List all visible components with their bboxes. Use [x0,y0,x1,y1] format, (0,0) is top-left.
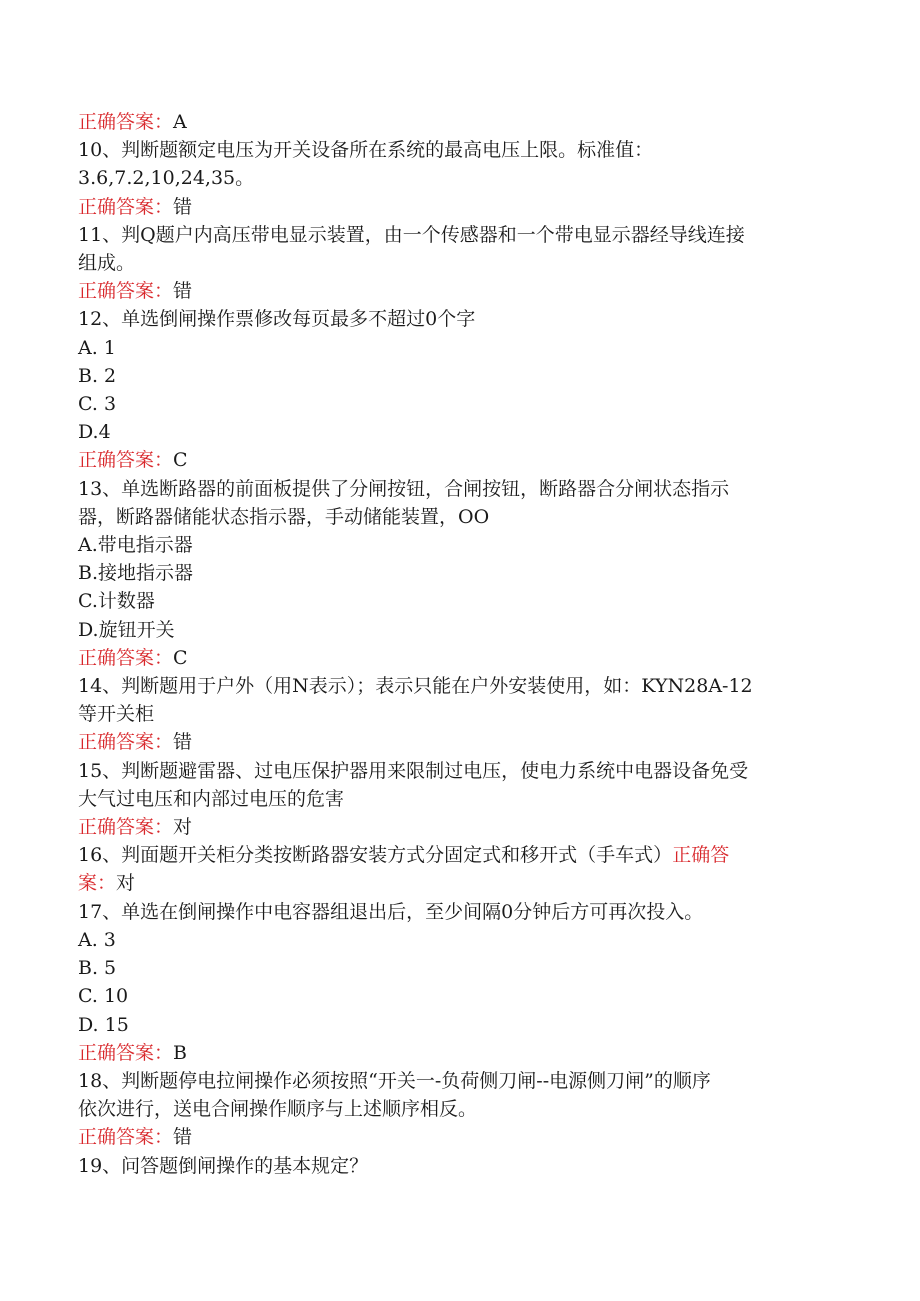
answer-label: 正确答案： [78,816,174,839]
answer-value: C [173,646,188,669]
text-line: 14、判断题用于户外（用N表示）；表示只能在户外安装使用，如：KYN28A-12 [78,675,753,698]
text-line: A.带电指示器 [78,534,193,557]
text-line: 器，断路器储能状态指示器，手动储能装置，OO [78,505,490,528]
answer-line [78,813,858,841]
answer-value: 错 [173,731,193,754]
text-line: B.接地指示器 [78,562,194,585]
answer-line [78,644,858,672]
answer-label: 正确答案： [78,280,174,303]
answer-line [78,277,858,305]
answer-label: 正确答案： [78,731,174,754]
answer-line [78,108,858,136]
answer-label-part: 正确答 [672,844,730,867]
answer-label: 正确答案： [78,449,174,472]
text-line: 11、判Q题户内高压带电显示装置，由一个传感器和一个带电显示器经导线连接 [78,223,745,246]
answer-line [78,446,858,474]
text-line: 19、问答题倒闸操作的基本规定？ [78,1154,369,1177]
text-line: 组成。 [78,252,136,275]
text-line: 13、单选断路器的前面板提供了分闸按钮，合闸按钮，断路器合分闸状态指示 [78,477,730,500]
answer-label: 正确答案： [78,1126,174,1149]
text-line: 17、单选在倒闸操作中电容器组退出后，至少间隔0分钟后方可再次投入。 [78,900,704,923]
answer-line [78,728,858,756]
answer-value: B [173,1041,187,1064]
answer-line [78,1123,858,1151]
text-line: 大气过电压和内部过电压的危害 [78,787,345,810]
text-line: 12、单选倒闸操作票修改每页最多不超过0个字 [78,308,476,331]
text-line: C. 10 [78,985,129,1008]
text-line: B. 5 [78,957,117,980]
answer-value: 错 [173,195,193,218]
answer-value: 对 [116,872,136,895]
text-line: C. 3 [78,393,117,416]
text-line: C.计数器 [78,590,155,613]
text-line: A. 3 [78,928,116,951]
text-line: B. 2 [78,364,117,387]
text-line: 3.6,7.2,10,24,35。 [78,167,255,190]
answer-label: 正确答案： [78,195,174,218]
text-line: 依次进行，送电合闸操作顺序与上述顺序相反。 [78,1098,478,1121]
text-line [78,841,858,869]
answer-value: 对 [173,816,193,839]
answer-label: 正确答案： [78,1041,174,1064]
text-line: 等开关柜 [78,703,155,726]
answer-value: A [173,111,187,133]
question-text: 16、判面题开关柜分类按断路器安装方式分固定式和移开式（手车式） [78,844,673,867]
text-line: D.4 [78,421,111,444]
answer-value: 错 [173,1126,193,1149]
answer-line [78,193,858,221]
answer-label-part: 案： [78,872,117,895]
answer-line [78,869,858,897]
text-line: 18、判断题停电拉闸操作必须按照“开关一-负荷侧刀闸--电源侧刀闸”的顺序 [78,1069,711,1092]
answer-value: 错 [173,280,193,303]
text-line: D.旋钮开关 [78,618,175,641]
answer-label: 正确答案： [78,111,174,133]
text-line: A. 1 [78,336,116,359]
text-line: 10、判断题额定电压为开关设备所在系统的最高电压上限。标准值： [78,139,654,162]
answer-line [78,1039,858,1067]
answer-label: 正确答案： [78,646,174,669]
document-page [78,108,858,1180]
text-line: D. 15 [78,1013,129,1036]
text-line: 15、判断题避雷器、过电压保护器用来限制过电压，使电力系统中电器设备免受 [78,759,749,782]
answer-value: C [173,449,188,472]
